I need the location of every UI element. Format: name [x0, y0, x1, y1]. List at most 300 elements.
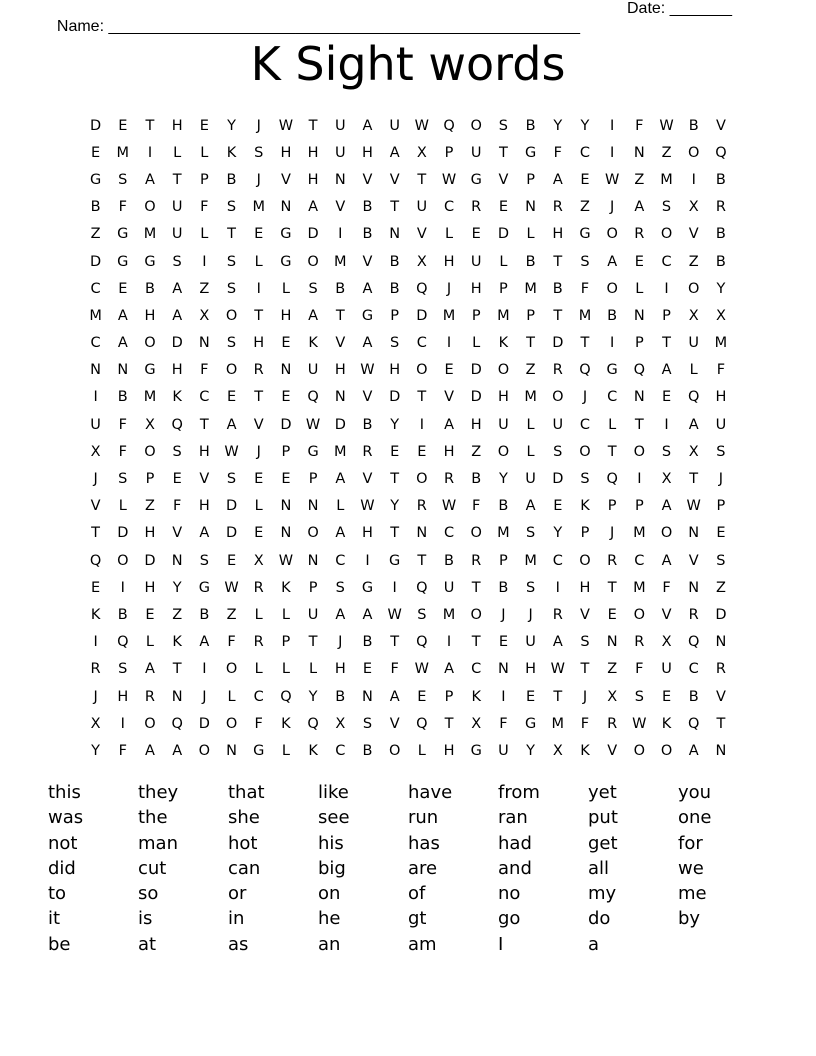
grid-letter: H: [198, 443, 210, 460]
grid-letter: G: [280, 253, 292, 270]
grid-letter: W: [414, 117, 430, 134]
grid-letter: B: [688, 688, 699, 705]
grid-letter: N: [307, 552, 319, 569]
grid-letter: N: [715, 634, 727, 651]
grid-letter: C: [199, 389, 210, 406]
grid-letter: P: [145, 471, 155, 488]
grid-letter: H: [579, 579, 591, 596]
grid-letter: A: [661, 552, 672, 569]
grid-letter: Q: [633, 362, 646, 379]
grid-letter: M: [89, 307, 102, 324]
grid-letter: A: [552, 634, 563, 651]
word-list-item: had: [498, 832, 532, 854]
word-list-item: a: [588, 933, 600, 955]
grid-letter: U: [90, 416, 101, 433]
grid-letter: I: [419, 416, 424, 433]
grid-letter: T: [335, 307, 345, 324]
grid-letter: Q: [688, 389, 700, 406]
grid-letter: D: [470, 389, 482, 406]
grid-letter: E: [526, 688, 536, 705]
grid-letter: H: [470, 416, 482, 433]
grid-letter: U: [416, 199, 428, 216]
grid-letter: K: [498, 335, 509, 352]
grid-letter: T: [634, 416, 644, 433]
grid-letter: O: [606, 280, 618, 297]
grid-letter: M: [497, 307, 510, 324]
word-list-item: did: [48, 857, 76, 879]
header-line: [48, 0, 748, 35]
grid-letter: T: [607, 579, 617, 596]
grid-letter: X: [661, 634, 672, 651]
grid-letter: I: [338, 226, 343, 243]
word-list-item: this: [48, 782, 81, 803]
grid-letter: E: [226, 552, 237, 569]
grid-letter: A: [145, 661, 155, 678]
grid-letter: Q: [89, 552, 102, 569]
word-list-item: see: [318, 807, 350, 829]
grid-letter: Q: [416, 715, 428, 732]
grid-letter: G: [117, 253, 129, 270]
grid-letter: H: [525, 661, 537, 678]
grid-letter: K: [172, 389, 182, 406]
grid-letter: U: [525, 471, 536, 488]
grid-letter: P: [716, 498, 726, 515]
grid-letter: I: [664, 280, 669, 297]
grid-letter: L: [281, 742, 290, 759]
grid-letter: J: [202, 688, 207, 705]
grid-letter: S: [580, 634, 590, 651]
grid-letter: H: [389, 362, 401, 379]
grid-letter: F: [635, 661, 644, 678]
grid-letter: Z: [90, 226, 101, 243]
grid-letter: V: [661, 606, 672, 623]
grid-letter: P: [471, 307, 481, 324]
grid-letter: B: [498, 579, 509, 596]
grid-letter: T: [553, 253, 563, 270]
grid-letter: L: [336, 498, 345, 515]
grid-letter: U: [661, 661, 672, 678]
grid-letter: W: [632, 715, 647, 732]
grid-letter: G: [389, 552, 401, 569]
grid-letter: L: [173, 144, 182, 161]
grid-letter: T: [172, 661, 182, 678]
grid-letter: O: [633, 606, 646, 623]
grid-letter: P: [634, 498, 644, 515]
grid-letter: K: [90, 606, 101, 623]
grid-letter: O: [470, 117, 482, 134]
grid-letter: Y: [172, 579, 182, 596]
grid-letter: R: [471, 552, 482, 569]
grid-letter: C: [579, 416, 591, 433]
grid-letter: V: [607, 742, 618, 759]
grid-letter: T: [227, 226, 236, 243]
grid-letter: C: [552, 552, 563, 569]
word-list-item: cut: [138, 857, 167, 879]
grid-letter: F: [580, 715, 590, 732]
grid-letter: J: [256, 171, 261, 188]
grid-letter: Y: [553, 117, 563, 134]
grid-letter: U: [171, 199, 183, 216]
grid-letter: L: [526, 226, 535, 243]
grid-letter: X: [199, 307, 210, 324]
grid-letter: F: [254, 715, 263, 732]
grid-letter: B: [335, 280, 346, 297]
grid-letter: W: [224, 579, 239, 596]
grid-letter: B: [362, 634, 373, 651]
grid-letter: W: [387, 606, 402, 623]
word-list-item: they: [138, 782, 179, 803]
grid-letter: A: [226, 416, 237, 433]
grid-letter: X: [253, 552, 264, 569]
grid-letter: Z: [688, 253, 699, 270]
grid-letter: P: [499, 280, 508, 297]
grid-letter: T: [417, 552, 427, 569]
grid-letter: H: [253, 335, 265, 352]
grid-letter: H: [144, 579, 156, 596]
grid-letter: T: [607, 443, 617, 460]
grid-letter: P: [281, 634, 291, 651]
grid-letter: H: [144, 525, 156, 542]
word-list-item: that: [228, 782, 265, 803]
grid-letter: R: [253, 579, 264, 596]
grid-letter: N: [280, 362, 292, 379]
grid-letter: V: [280, 171, 291, 188]
name-field: Name: _____________________________________________________: [56, 18, 581, 35]
grid-letter: F: [553, 144, 562, 161]
grid-letter: K: [172, 634, 182, 651]
grid-letter: H: [144, 307, 156, 324]
grid-letter: O: [497, 443, 510, 460]
grid-letter: X: [145, 416, 155, 433]
grid-letter: E: [607, 606, 617, 623]
grid-letter: I: [555, 579, 560, 596]
grid-letter: J: [582, 389, 588, 406]
grid-letter: Q: [688, 715, 700, 732]
grid-letter: Q: [307, 715, 319, 732]
grid-letter: V: [580, 606, 590, 623]
grid-letter: U: [498, 742, 509, 759]
grid-letter: M: [442, 606, 456, 623]
grid-letter: Z: [715, 579, 726, 596]
grid-letter: B: [525, 117, 536, 134]
grid-letter: I: [610, 117, 615, 134]
grid-letter: P: [308, 471, 318, 488]
grid-letter: S: [226, 280, 237, 297]
grid-letter: M: [143, 226, 157, 243]
grid-letter: T: [662, 335, 671, 352]
grid-letter: A: [444, 416, 454, 433]
grid-letter: D: [552, 471, 564, 488]
grid-letter: I: [610, 335, 615, 352]
grid-letter: P: [580, 525, 590, 542]
grid-letter: L: [200, 144, 209, 161]
grid-letter: Y: [716, 280, 726, 297]
word-list-item: an: [318, 933, 341, 955]
grid-letter: S: [308, 280, 318, 297]
grid-letter: S: [661, 443, 672, 460]
grid-letter: K: [661, 715, 672, 732]
grid-letter: U: [307, 606, 319, 623]
grid-letter: A: [688, 742, 699, 759]
grid-letter: D: [416, 307, 428, 324]
grid-letter: A: [199, 525, 210, 542]
grid-letter: R: [362, 443, 373, 460]
grid-letter: N: [688, 579, 700, 596]
grid-letter: E: [254, 525, 264, 542]
grid-letter: A: [607, 253, 618, 270]
grid-letter: C: [443, 199, 455, 216]
grid-letter: V: [362, 389, 373, 406]
grid-letter: T: [526, 335, 536, 352]
word-list-item: gt: [408, 908, 427, 930]
word-list-item: run: [408, 807, 439, 829]
grid-letter: C: [688, 661, 699, 678]
grid-letter: U: [688, 335, 700, 352]
grid-letter: J: [93, 471, 98, 488]
grid-letter: O: [307, 525, 319, 542]
grid-letter: F: [716, 362, 726, 379]
grid-letter: B: [688, 117, 699, 134]
grid-letter: N: [280, 199, 292, 216]
grid-letter: P: [634, 335, 644, 352]
grid-letter: X: [607, 688, 618, 705]
grid-letter: T: [254, 307, 264, 324]
grid-letter: I: [256, 280, 261, 297]
grid-letter: I: [365, 552, 370, 569]
grid-letter: V: [199, 471, 210, 488]
grid-letter: U: [498, 416, 509, 433]
grid-letter: G: [144, 253, 156, 270]
grid-letter: V: [416, 226, 427, 243]
grid-letter: X: [416, 144, 427, 161]
grid-letter: V: [362, 471, 373, 488]
grid-letter: N: [307, 498, 319, 515]
word-list-item: not: [48, 832, 78, 854]
grid-letter: E: [661, 688, 672, 705]
grid-letter: I: [202, 661, 207, 678]
grid-letter: Q: [280, 688, 292, 705]
grid-letter: L: [526, 416, 535, 433]
grid-letter: A: [172, 742, 183, 759]
grid-letter: B: [362, 199, 373, 216]
word-list-item: my: [588, 883, 617, 905]
grid-letter: R: [715, 199, 726, 216]
grid-letter: Z: [226, 606, 237, 623]
grid-letter: H: [552, 226, 564, 243]
word-list-item: and: [498, 857, 532, 879]
grid-letter: P: [199, 171, 209, 188]
grid-letter: N: [633, 307, 645, 324]
grid-letter: L: [635, 280, 644, 297]
grid-letter: O: [225, 362, 238, 379]
grid-letter: D: [144, 552, 156, 569]
grid-letter: F: [390, 661, 399, 678]
grid-letter: T: [390, 199, 400, 216]
grid-letter: N: [715, 742, 727, 759]
grid-letter: E: [471, 226, 481, 243]
grid-letter: R: [253, 362, 264, 379]
grid-letter: O: [225, 307, 238, 324]
grid-letter: W: [686, 498, 701, 515]
grid-letter: A: [661, 498, 672, 515]
grid-letter: S: [417, 606, 427, 623]
grid-letter: M: [551, 715, 565, 732]
grid-letter: B: [715, 253, 726, 270]
grid-letter: L: [254, 253, 263, 270]
grid-letter: T: [580, 661, 590, 678]
word-list-item: I: [498, 933, 504, 955]
grid-letter: E: [390, 443, 400, 460]
grid-letter: E: [199, 117, 209, 134]
grid-letter: O: [144, 335, 156, 352]
grid-letter: Z: [634, 171, 645, 188]
grid-letter: N: [416, 525, 428, 542]
grid-letter: W: [441, 171, 457, 188]
grid-letter: V: [362, 171, 373, 188]
word-list-item: his: [318, 832, 344, 854]
grid-letter: H: [280, 144, 292, 161]
grid-letter: X: [471, 715, 482, 732]
grid-letter: H: [362, 144, 373, 161]
grid-letter: K: [308, 335, 318, 352]
grid-letter: A: [362, 606, 373, 623]
word-list-item: from: [498, 782, 540, 803]
grid-letter: Y: [498, 471, 508, 488]
grid-letter: H: [171, 362, 183, 379]
grid-letter: E: [553, 498, 563, 515]
grid-letter: G: [253, 742, 265, 759]
grid-letter: Q: [416, 634, 428, 651]
grid-letter: Y: [308, 688, 318, 705]
grid-letter: H: [334, 362, 346, 379]
grid-letter: Q: [688, 634, 700, 651]
grid-letter: O: [198, 742, 211, 759]
grid-letter: W: [414, 661, 430, 678]
grid-letter: U: [171, 226, 183, 243]
grid-letter: F: [118, 742, 127, 759]
grid-letter: V: [715, 688, 726, 705]
grid-letter: M: [252, 199, 265, 216]
grid-letter: K: [308, 742, 318, 759]
grid-letter: T: [580, 335, 590, 352]
grid-letter: G: [307, 443, 319, 460]
grid-letter: H: [443, 443, 455, 460]
grid-letter: T: [308, 634, 318, 651]
grid-letter: T: [390, 471, 400, 488]
grid-letter: O: [579, 552, 591, 569]
word-list-item: no: [498, 883, 521, 905]
grid-letter: A: [308, 199, 319, 216]
word-list-item: put: [588, 807, 618, 829]
grid-letter: E: [661, 389, 672, 406]
grid-letter: H: [307, 171, 319, 188]
grid-letter: W: [659, 117, 674, 134]
grid-letter: L: [200, 226, 209, 243]
grid-letter: U: [334, 117, 346, 134]
grid-letter: G: [579, 226, 591, 243]
grid-letter: Y: [91, 742, 101, 759]
grid-letter: D: [715, 606, 727, 623]
grid-letter: B: [715, 226, 726, 243]
grid-letter: A: [661, 362, 672, 379]
grid-letter: Q: [171, 416, 183, 433]
grid-letter: G: [470, 171, 482, 188]
grid-letter: Q: [579, 362, 591, 379]
grid-letter: X: [688, 307, 699, 324]
grid-letter: E: [254, 471, 264, 488]
grid-letter: M: [578, 307, 592, 324]
grid-letter: R: [253, 634, 264, 651]
grid-letter: Y: [526, 742, 536, 759]
grid-letter: L: [526, 443, 535, 460]
grid-letter: I: [147, 144, 153, 161]
grid-letter: N: [171, 688, 183, 705]
grid-letter: U: [334, 144, 346, 161]
grid-letter: O: [470, 606, 482, 623]
grid-letter: F: [499, 715, 508, 732]
grid-letter: N: [362, 688, 373, 705]
grid-letter: U: [470, 253, 482, 270]
grid-letter: A: [362, 335, 373, 352]
grid-letter: R: [552, 199, 563, 216]
grid-letter: Q: [416, 280, 428, 297]
word-list-item: we: [678, 857, 704, 879]
grid-letter: M: [633, 525, 646, 542]
grid-letter: Q: [606, 471, 618, 488]
word-list-item: or: [228, 883, 247, 905]
grid-letter: I: [120, 579, 125, 596]
word-list-item: the: [138, 807, 168, 829]
grid-letter: J: [338, 634, 343, 651]
grid-letter: T: [716, 715, 726, 732]
grid-letter: W: [278, 552, 294, 569]
grid-letter: A: [552, 171, 563, 188]
grid-letter: R: [607, 552, 618, 569]
grid-letter: S: [118, 661, 128, 678]
grid-letter: M: [633, 579, 646, 596]
grid-letter: L: [499, 253, 508, 270]
grid-letter: A: [145, 742, 155, 759]
grid-letter: S: [118, 171, 128, 188]
word-list-item: for: [678, 832, 703, 854]
grid-letter: L: [444, 226, 454, 243]
grid-letter: G: [361, 579, 374, 596]
grid-letter: S: [390, 335, 400, 352]
grid-letter: U: [307, 362, 319, 379]
grid-letter: X: [416, 253, 427, 270]
grid-letter: R: [634, 634, 645, 651]
grid-letter: J: [528, 606, 533, 623]
grid-letter: T: [471, 579, 481, 596]
grid-letter: P: [308, 579, 318, 596]
grid-letter: O: [388, 742, 401, 759]
grid-letter: H: [307, 144, 319, 161]
grid-letter: R: [552, 606, 563, 623]
grid-letter: G: [280, 226, 292, 243]
grid-letter: O: [688, 280, 700, 297]
grid-letter: V: [90, 498, 101, 515]
grid-letter: Q: [171, 715, 183, 732]
grid-letter: S: [226, 471, 237, 488]
grid-letter: W: [604, 171, 620, 188]
grid-letter: L: [281, 661, 290, 678]
grid-letter: Z: [661, 144, 672, 161]
grid-letter: F: [227, 634, 236, 651]
grid-letter: C: [253, 688, 264, 705]
grid-letter: T: [417, 171, 427, 188]
grid-letter: S: [199, 552, 209, 569]
grid-letter: I: [392, 579, 397, 596]
